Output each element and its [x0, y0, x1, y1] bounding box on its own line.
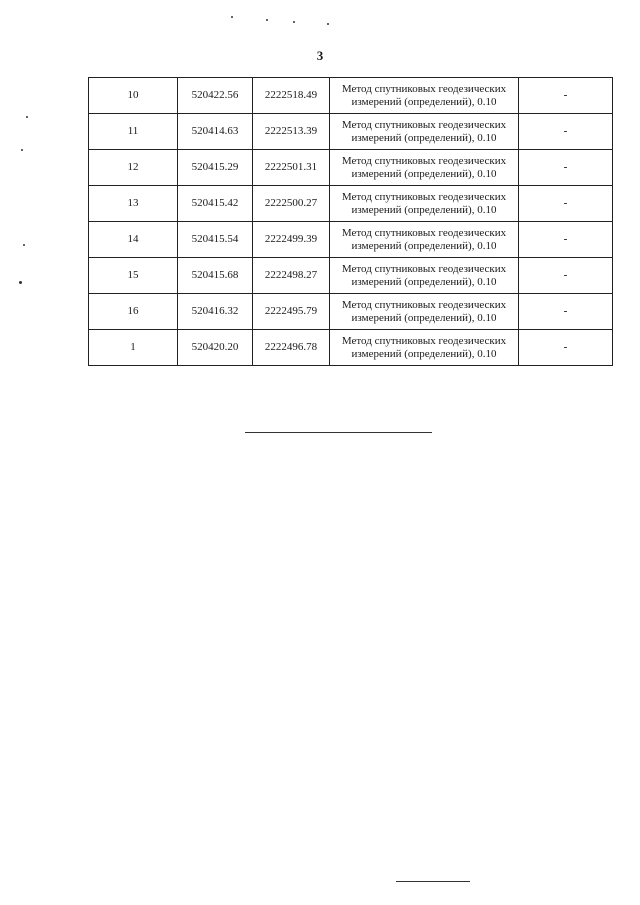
- y-coordinate-cell: 2222498.27: [253, 258, 330, 294]
- table-row: [89, 258, 613, 294]
- method-cell: [330, 150, 519, 186]
- method-cell: [330, 294, 519, 330]
- y-coordinate-cell: 2222501.31: [253, 150, 330, 186]
- method-cell: [330, 330, 519, 366]
- method-line-1: Метод спутниковых геодезических: [341, 118, 507, 131]
- method-cell: [330, 222, 519, 258]
- method-line-2: измерений (определений), 0.10: [351, 239, 497, 252]
- extra-value-cell: -: [519, 78, 613, 114]
- point-number-cell: 10: [89, 78, 178, 114]
- method-line-2: измерений (определений), 0.10: [351, 167, 497, 180]
- scan-speck: [231, 16, 233, 18]
- extra-value-cell: -: [519, 186, 613, 222]
- method-line-1: Метод спутниковых геодезических: [341, 82, 507, 95]
- y-coordinate-cell: 2222495.79: [253, 294, 330, 330]
- point-number-cell: 12: [89, 150, 178, 186]
- method-line-2: измерений (определений), 0.10: [351, 203, 497, 216]
- x-coordinate-cell: 520420.20: [178, 330, 253, 366]
- method-line-1: Метод спутниковых геодезических: [341, 298, 507, 311]
- x-coordinate-cell: 520415.54: [178, 222, 253, 258]
- extra-value-cell: -: [519, 258, 613, 294]
- extra-value-cell: -: [519, 330, 613, 366]
- point-number-cell: 16: [89, 294, 178, 330]
- scan-speck: [19, 281, 22, 284]
- point-number-cell: 13: [89, 186, 178, 222]
- x-coordinate-cell: 520415.29: [178, 150, 253, 186]
- scan-speck: [21, 149, 23, 151]
- y-coordinate-cell: 2222500.27: [253, 186, 330, 222]
- method-cell: [330, 114, 519, 150]
- extra-value-cell: -: [519, 114, 613, 150]
- table-row: [89, 294, 613, 330]
- point-number-cell: 11: [89, 114, 178, 150]
- y-coordinate-cell: 2222499.39: [253, 222, 330, 258]
- footer-rule: [396, 881, 470, 882]
- method-line-1: Метод спутниковых геодезических: [341, 262, 507, 275]
- method-line-2: измерений (определений), 0.10: [351, 95, 497, 108]
- method-line-2: измерений (определений), 0.10: [351, 347, 497, 360]
- method-line-2: измерений (определений), 0.10: [351, 131, 497, 144]
- scan-speck: [327, 23, 329, 25]
- scan-speck: [23, 244, 25, 246]
- extra-value-cell: -: [519, 222, 613, 258]
- method-line-1: Метод спутниковых геодезических: [341, 226, 507, 239]
- scan-speck: [266, 19, 268, 21]
- method-cell: [330, 78, 519, 114]
- method-line-1: Метод спутниковых геодезических: [341, 190, 507, 203]
- x-coordinate-cell: 520422.56: [178, 78, 253, 114]
- scan-speck: [26, 116, 28, 118]
- x-coordinate-cell: 520414.63: [178, 114, 253, 150]
- point-number-cell: 1: [89, 330, 178, 366]
- table-row: [89, 222, 613, 258]
- point-number-cell: 14: [89, 222, 178, 258]
- method-cell: [330, 186, 519, 222]
- extra-value-cell: -: [519, 294, 613, 330]
- y-coordinate-cell: 2222518.49: [253, 78, 330, 114]
- scan-speck: [293, 21, 295, 23]
- coordinates-table-body: [89, 78, 613, 366]
- y-coordinate-cell: 2222513.39: [253, 114, 330, 150]
- coordinates-table: [88, 77, 613, 366]
- table-row: [89, 150, 613, 186]
- end-of-table-rule: [245, 432, 432, 433]
- table-row: [89, 114, 613, 150]
- x-coordinate-cell: 520415.68: [178, 258, 253, 294]
- page-number: 3: [316, 48, 324, 63]
- point-number-cell: 15: [89, 258, 178, 294]
- method-line-1: Метод спутниковых геодезических: [341, 334, 507, 347]
- method-line-2: измерений (определений), 0.10: [351, 311, 497, 324]
- method-cell: [330, 258, 519, 294]
- table-row: [89, 330, 613, 366]
- method-line-1: Метод спутниковых геодезических: [341, 154, 507, 167]
- x-coordinate-cell: 520415.42: [178, 186, 253, 222]
- method-line-2: измерений (определений), 0.10: [351, 275, 497, 288]
- table-row: [89, 78, 613, 114]
- y-coordinate-cell: 2222496.78: [253, 330, 330, 366]
- x-coordinate-cell: 520416.32: [178, 294, 253, 330]
- table-row: [89, 186, 613, 222]
- extra-value-cell: -: [519, 150, 613, 186]
